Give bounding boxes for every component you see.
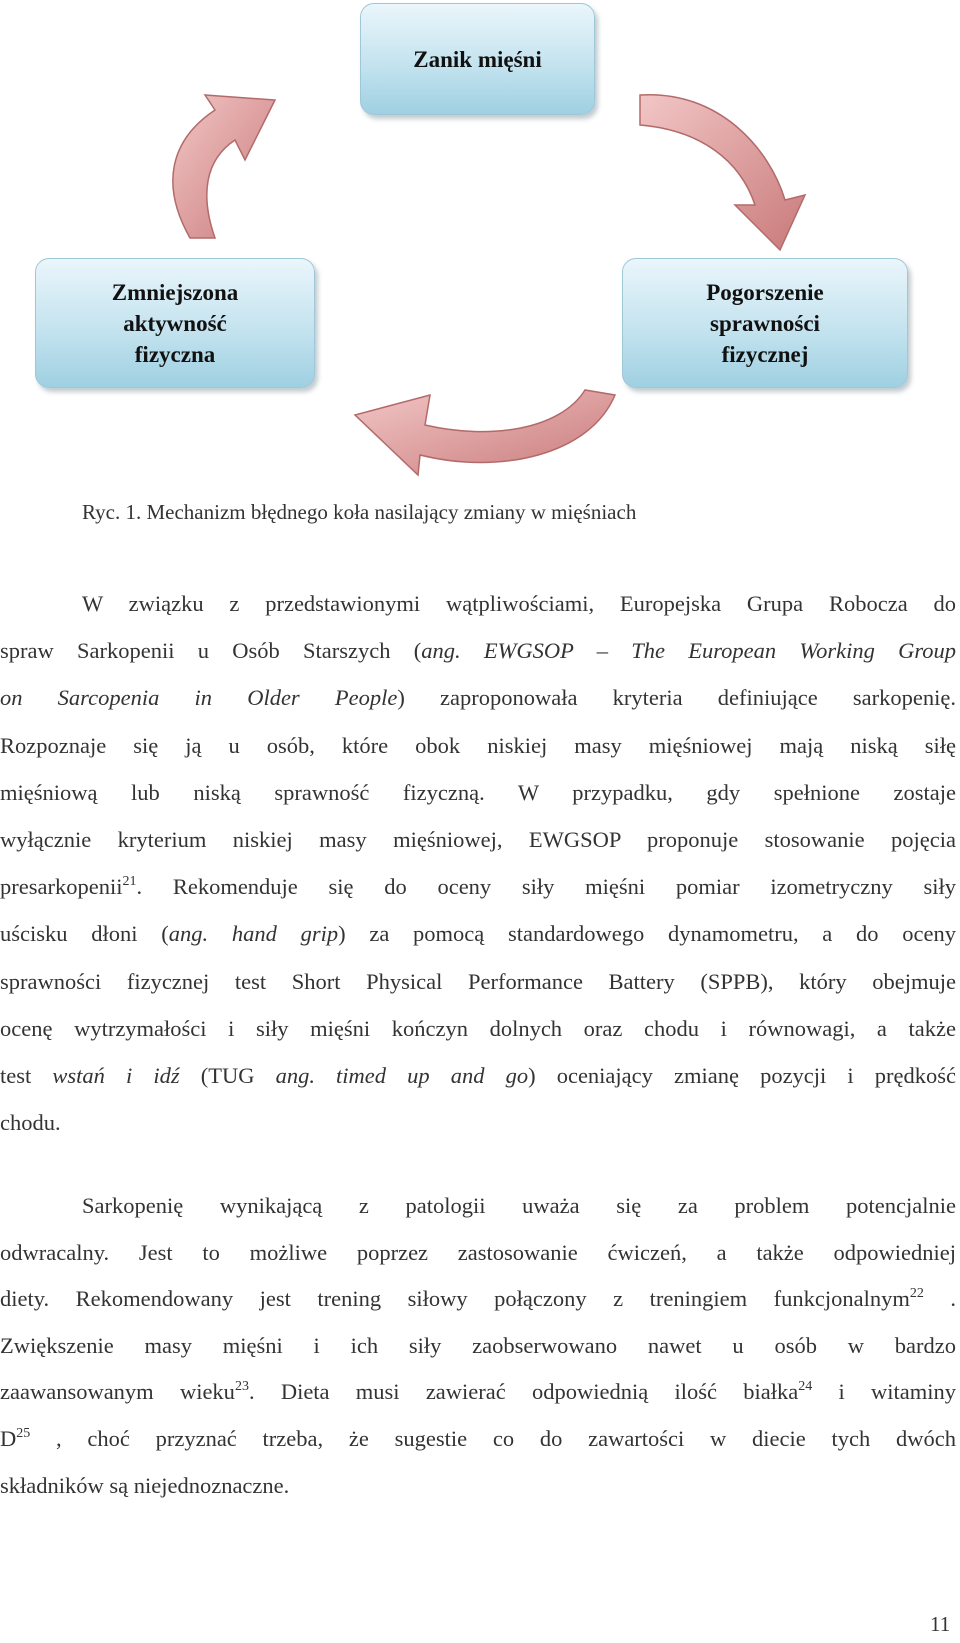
- p1-line-9: sprawności fizycznej test Short Physical Performance Battery (SPPB), który obejmuje: [0, 968, 956, 994]
- footnote-ref: 25: [16, 1425, 31, 1441]
- p1-line-2: spraw Sarkopenii u Osób Starszych (ang. EWGSOP – The European Working Group: [0, 638, 956, 664]
- p2-line-3: diety. Rekomendowany jest trening siłowy połączony z treningiem funkcjonalnym$^{22}$ .: [0, 1286, 956, 1312]
- p1-line-11: test wstań i idź (TUG ang. timed up and go) oceniający zmianę pozycji i prędkość: [0, 1063, 956, 1089]
- p2-line-2: odwracalny. Jest to możliwe poprzez zastosowanie ćwiczeń, a także odpowiedniej: [0, 1239, 956, 1265]
- arrow-right-down: [640, 95, 805, 250]
- p1-line-6: wyłącznie kryterium niskiej masy mięśniowej, EWGSOP proponuje stosowanie pojęcia: [0, 827, 956, 853]
- footnote-ref: 21: [122, 874, 137, 890]
- p2-line-4: Zwiększenie masy mięśni i ich siły zaobserwowano nawet u osób w bardzo: [0, 1332, 956, 1358]
- box-muscle-loss-label: Zanik mięśni: [413, 46, 542, 72]
- p1-line-8: uścisku dłoni (ang. hand grip) za pomocą standardowego dynamometru, a do oceny: [0, 921, 957, 947]
- page-number: 11: [930, 1612, 951, 1636]
- footnote-ref: 24: [798, 1379, 813, 1395]
- arrow-bottom-left: [355, 390, 615, 475]
- box-reduced-activity: [35, 258, 315, 388]
- box-worse-performance-label: Pogorszenie sprawności fizycznej: [706, 279, 824, 367]
- paragraph-2: [0, 1183, 956, 1509]
- p1-line-12: chodu.: [0, 1110, 61, 1136]
- vicious-circle-diagram: [0, 0, 960, 480]
- p2-line-6: $D^{25}$ , choć przyznać trzeba, że sugestie co do zawartości w diecie tych dwóch: [0, 1425, 956, 1451]
- box-worse-performance: [622, 258, 908, 388]
- box-reduced-activity-label: Zmniejszona aktywność fizyczna: [111, 279, 239, 367]
- p1-line-1: W związku z przedstawionymi wątpliwościami, Europejska Grupa Robocza do: [82, 591, 956, 616]
- arrow-left-up: [173, 95, 275, 238]
- footnote-ref: 23: [234, 1379, 249, 1395]
- box-muscle-loss: [360, 3, 595, 115]
- p1-line-4: Rozpoznaje się ją u osób, które obok niskiej masy mięśniowej mają niską siłę: [0, 732, 956, 758]
- footnote-ref: 22: [909, 1286, 924, 1302]
- p1-line-5: mięśniową lub niską sprawność fizyczną. W przypadku, gdy spełnione zostaje: [0, 779, 956, 805]
- p1-line-10: ocenę wytrzymałości i siły mięśni kończyn dolnych oraz chodu i równowagi, a także: [0, 1015, 956, 1041]
- p2-line-1: Sarkopenię wynikającą z patologii uważa się za problem potencjalnie: [82, 1193, 956, 1218]
- figure-caption: Ryc. 1. Mechanizm błędnego koła nasilający zmiany w mięśniach: [82, 500, 637, 524]
- p2-line-7: składników są niejednoznaczne.: [0, 1472, 290, 1498]
- p1-line-7: presarkopenii$^{21}$. Rekomenduje się do oceny siły mięśni pomiar izometryczny siły: [0, 874, 956, 900]
- paragraph-1: [0, 580, 956, 1146]
- p2-line-5: zaawansowanym wieku$^{23}$. Dieta musi zawierać odpowiednią ilość białka$^{24}$ i witaminy: [0, 1379, 956, 1405]
- p1-line-3: on Sarcopenia in Older People) zaproponowała kryteria definiujące sarkopenię.: [0, 685, 956, 711]
